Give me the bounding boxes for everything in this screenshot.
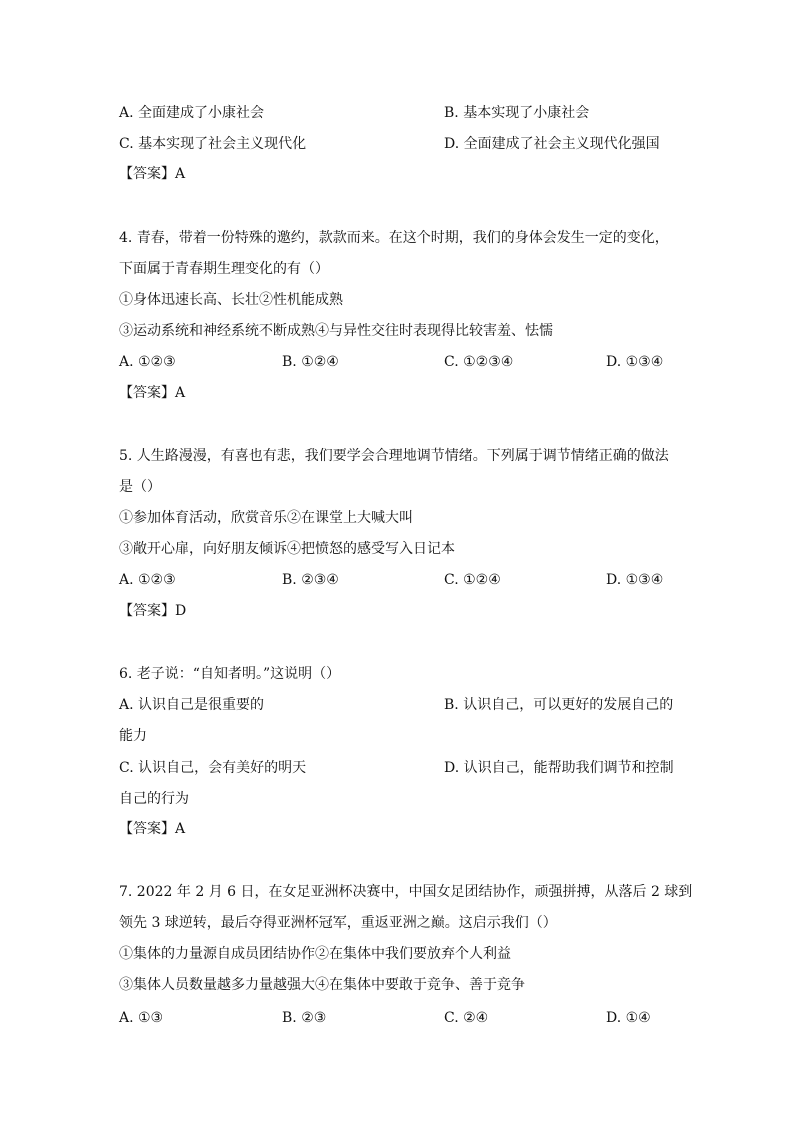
q6-stem: 6. 老子说：“自知者明。”这说明（） bbox=[119, 666, 341, 682]
q4-option-b: B. ①②④ bbox=[282, 354, 339, 370]
q5-items-line1: ①参加体育活动，欣赏音乐②在课堂上大喊大叫 bbox=[119, 510, 413, 526]
q6-answer: 【答案】A bbox=[119, 821, 186, 837]
q5-answer: 【答案】D bbox=[119, 603, 187, 619]
q7-option-a: A. ①③ bbox=[119, 1010, 164, 1026]
q4-option-c: C. ①②③④ bbox=[444, 354, 514, 370]
q5-option-a: A. ①②③ bbox=[119, 572, 176, 588]
q6-option-b-cont: 能力 bbox=[119, 728, 147, 744]
q7-stem-line2: 领先 3 球逆转，最后夺得亚洲杯冠军，重返亚洲之巅。这启示我们（） bbox=[119, 915, 557, 931]
q4-items-line2: ③运动系统和神经系统不断成熟④与异性交往时表现得比较害羞、怯懦 bbox=[119, 323, 553, 339]
q3-option-b: B. 基本实现了小康社会 bbox=[444, 105, 590, 121]
q4-option-d: D. ①③④ bbox=[606, 354, 664, 370]
q3-option-c: C. 基本实现了社会主义现代化 bbox=[119, 136, 307, 152]
q6-option-a: A. 认识自己是很重要的 bbox=[119, 697, 265, 713]
q7-items-line1: ①集体的力量源自成员团结协作②在集体中我们要放弃个人利益 bbox=[119, 946, 511, 962]
q4-answer: 【答案】A bbox=[119, 385, 186, 401]
q5-stem-line1: 5. 人生路漫漫，有喜也有悲，我们要学会合理地调节情绪。下列属于调节情绪正确的做法 bbox=[119, 448, 669, 464]
q7-items-line2: ③集体人员数量越多力量越强大④在集体中要敢于竞争、善于竞争 bbox=[119, 977, 525, 993]
q4-stem-line2: 下面属于青春期生理变化的有（） bbox=[119, 261, 329, 277]
q7-option-b: B. ②③ bbox=[282, 1010, 327, 1026]
q6-option-d: D. 认识自己，能帮助我们调节和控制 bbox=[444, 760, 674, 776]
q6-option-c: C. 认识自己，会有美好的明天 bbox=[119, 760, 307, 776]
q6-option-b: B. 认识自己，可以更好的发展自己的 bbox=[444, 697, 674, 713]
q4-stem-line1: 4. 青春，带着一份特殊的邀约，款款而来。在这个时期，我们的身体会发生一定的变化， bbox=[119, 230, 669, 246]
q5-items-line2: ③敞开心扉，向好朋友倾诉④把愤怒的感受写入日记本 bbox=[119, 541, 455, 557]
q4-option-a: A. ①②③ bbox=[119, 354, 176, 370]
q5-option-d: D. ①③④ bbox=[606, 572, 664, 588]
q7-option-d: D. ①④ bbox=[606, 1010, 651, 1026]
q5-option-b: B. ②③④ bbox=[282, 572, 339, 588]
q6-option-d-cont: 自己的行为 bbox=[119, 791, 189, 807]
q3-option-d: D. 全面建成了社会主义现代化强国 bbox=[444, 136, 660, 152]
q3-option-a: A. 全面建成了小康社会 bbox=[119, 105, 265, 121]
q7-option-c: C. ②④ bbox=[444, 1010, 489, 1026]
q3-answer: 【答案】A bbox=[119, 166, 186, 182]
q4-items-line1: ①身体迅速长高、长壮②性机能成熟 bbox=[119, 292, 343, 308]
q5-stem-line2: 是（） bbox=[119, 479, 161, 495]
q5-option-c: C. ①②④ bbox=[444, 572, 501, 588]
q7-stem-line1: 7. 2022 年 2 月 6 日，在女足亚洲杯决赛中，中国女足团结协作，顽强拼搏，从落后 2 球到 bbox=[119, 884, 693, 900]
